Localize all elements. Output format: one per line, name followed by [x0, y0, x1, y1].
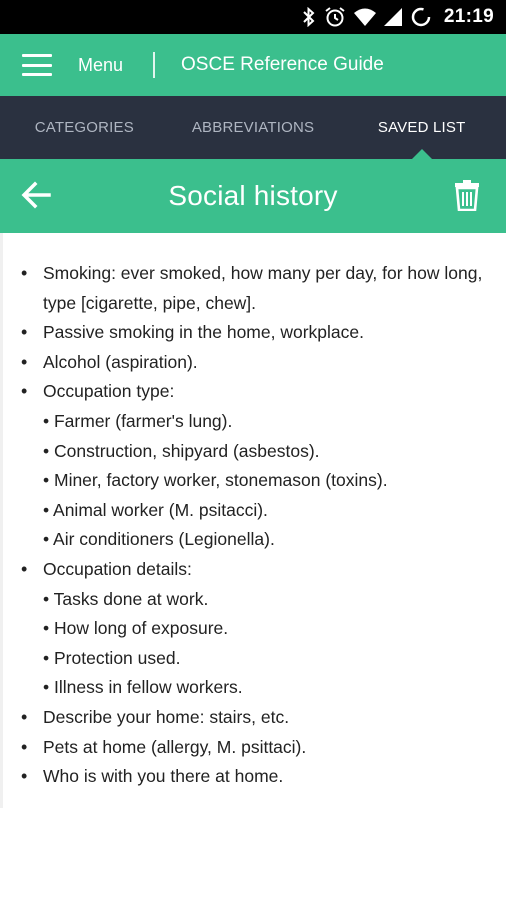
battery-icon: [410, 6, 432, 28]
app-title: OSCE Reference Guide: [181, 54, 384, 75]
tab-saved-list[interactable]: SAVED LIST: [337, 96, 506, 159]
back-arrow-icon[interactable]: [20, 179, 52, 211]
list-item-text: Describe your home: stairs, etc.: [43, 706, 290, 727]
tab-bar: [0, 96, 506, 159]
list-item: [21, 318, 490, 348]
status-time: 21:19: [443, 6, 494, 27]
list-item: [21, 733, 490, 763]
sub-list-item: • Construction, shipyard (asbestos).: [43, 440, 320, 461]
sub-list: [43, 585, 490, 703]
list-item: [21, 377, 490, 555]
sub-list-item: • Miner, factory worker, stonemason (toxins).: [43, 470, 388, 491]
content-area: [0, 233, 506, 808]
list-item-text: Smoking: ever smoked, how many per day, for how long, type [cigarette, pipe, chew].: [43, 263, 483, 313]
sub-list-item: • Air conditioners (Legionella).: [43, 529, 275, 550]
sub-list-item: • Tasks done at work.: [43, 588, 209, 609]
sub-list: [43, 407, 490, 555]
sub-list-item: • Animal worker (M. psitacci).: [43, 499, 268, 520]
list-item-text: Occupation details:: [43, 558, 192, 579]
list-item: [21, 762, 490, 792]
app-bar: [0, 34, 506, 96]
tab-abbreviations[interactable]: ABBREVIATIONS: [191, 119, 315, 136]
history-list: [21, 259, 490, 792]
list-item-text: Alcohol (aspiration).: [43, 351, 198, 372]
section-header: [0, 159, 506, 233]
bluetooth-icon: [302, 7, 316, 27]
menu-button[interactable]: Menu: [78, 54, 124, 75]
list-item-text: Passive smoking in the home, workplace.: [43, 322, 364, 343]
list-item: [21, 703, 490, 733]
list-item-text: Who is with you there at home.: [43, 766, 284, 787]
sub-list-item: • Illness in fellow workers.: [43, 677, 243, 698]
list-item-text: Occupation type:: [43, 381, 175, 402]
trash-icon[interactable]: [454, 179, 480, 211]
app-bar-divider: [153, 52, 155, 78]
list-item: [21, 348, 490, 378]
hamburger-icon[interactable]: [22, 54, 52, 76]
alarm-icon: [324, 6, 346, 28]
signal-icon: [384, 8, 402, 26]
list-item-text: Pets at home (allergy, M. psittaci).: [43, 736, 307, 757]
page-title: Social history: [168, 180, 338, 211]
sub-list-item: • Farmer (farmer's lung).: [43, 410, 233, 431]
status-bar: [0, 0, 506, 34]
list-item: [21, 259, 490, 318]
sub-list-item: • Protection used.: [43, 647, 181, 668]
list-item: [21, 555, 490, 703]
wifi-icon: [354, 8, 376, 26]
tab-categories[interactable]: CATEGORIES: [34, 119, 134, 136]
sub-list-item: • How long of exposure.: [43, 618, 229, 639]
